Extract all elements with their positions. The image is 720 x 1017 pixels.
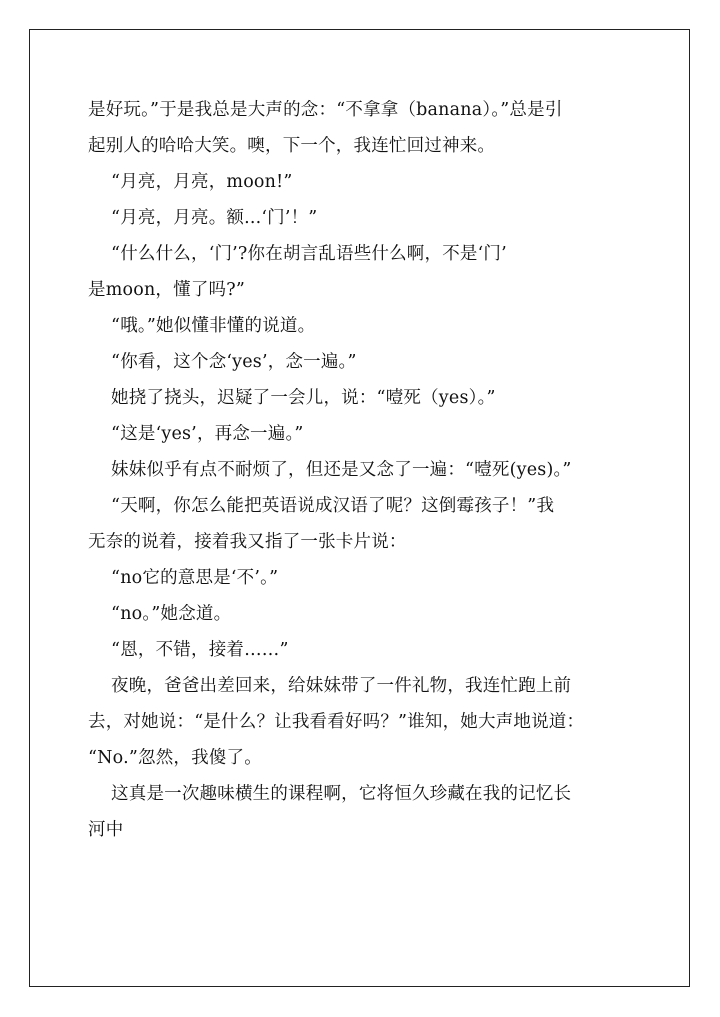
text-line: “月亮，月亮。额...‘门’！”	[88, 208, 318, 228]
text-line: 起别人的哈哈大笑。噢，下一个，我连忙回过神来。	[88, 136, 496, 156]
text-line: 这真是一次趣味横生的课程啊，它将恒久珍藏在我的记忆长	[88, 784, 572, 804]
text-line: 她挠了挠头，迟疑了一会儿，说：“噎死（yes）。”	[88, 388, 496, 408]
text-line: “no。”她念道。	[88, 604, 232, 624]
text-line: 是好玩。”于是我总是大声的念：“不拿拿（banana）。”总是引	[88, 100, 563, 120]
text-line: “No.”忽然，我傻了。	[88, 748, 262, 768]
text-line: “no它的意思是‘不’。”	[88, 568, 279, 588]
text-line: 去，对她说：“是什么？让我看看好吗？”谁知，她大声地说道：	[88, 712, 585, 732]
text-line: 无奈的说着，接着我又指了一张卡片说：	[88, 532, 407, 552]
text-line: “恩，不错，接着……”	[88, 640, 289, 660]
text-line: “什么什么，‘门’?你在胡言乱语些什么啊，不是‘门’	[88, 244, 507, 264]
text-line: “哦。”她似懂非懂的说道。	[88, 316, 316, 336]
text-line: “天啊，你怎么能把英语说成汉语了呢？这倒霉孩子！”我	[88, 496, 555, 516]
text-line: 河中	[88, 820, 124, 840]
text-line: 是moon，懂了吗?”	[88, 280, 245, 300]
text-line: “这是‘yes’，再念一遍。”	[88, 424, 304, 444]
text-line: “你看，这个念‘yes’，念一遍。”	[88, 352, 357, 372]
text-line: 夜晚，爸爸出差回来，给妹妹带了一件礼物，我连忙跑上前	[88, 676, 572, 696]
text-line: “月亮，月亮，moon!”	[88, 172, 293, 192]
text-line: 妹妹似乎有点不耐烦了，但还是又念了一遍：“噎死(yes)。”	[88, 460, 572, 480]
